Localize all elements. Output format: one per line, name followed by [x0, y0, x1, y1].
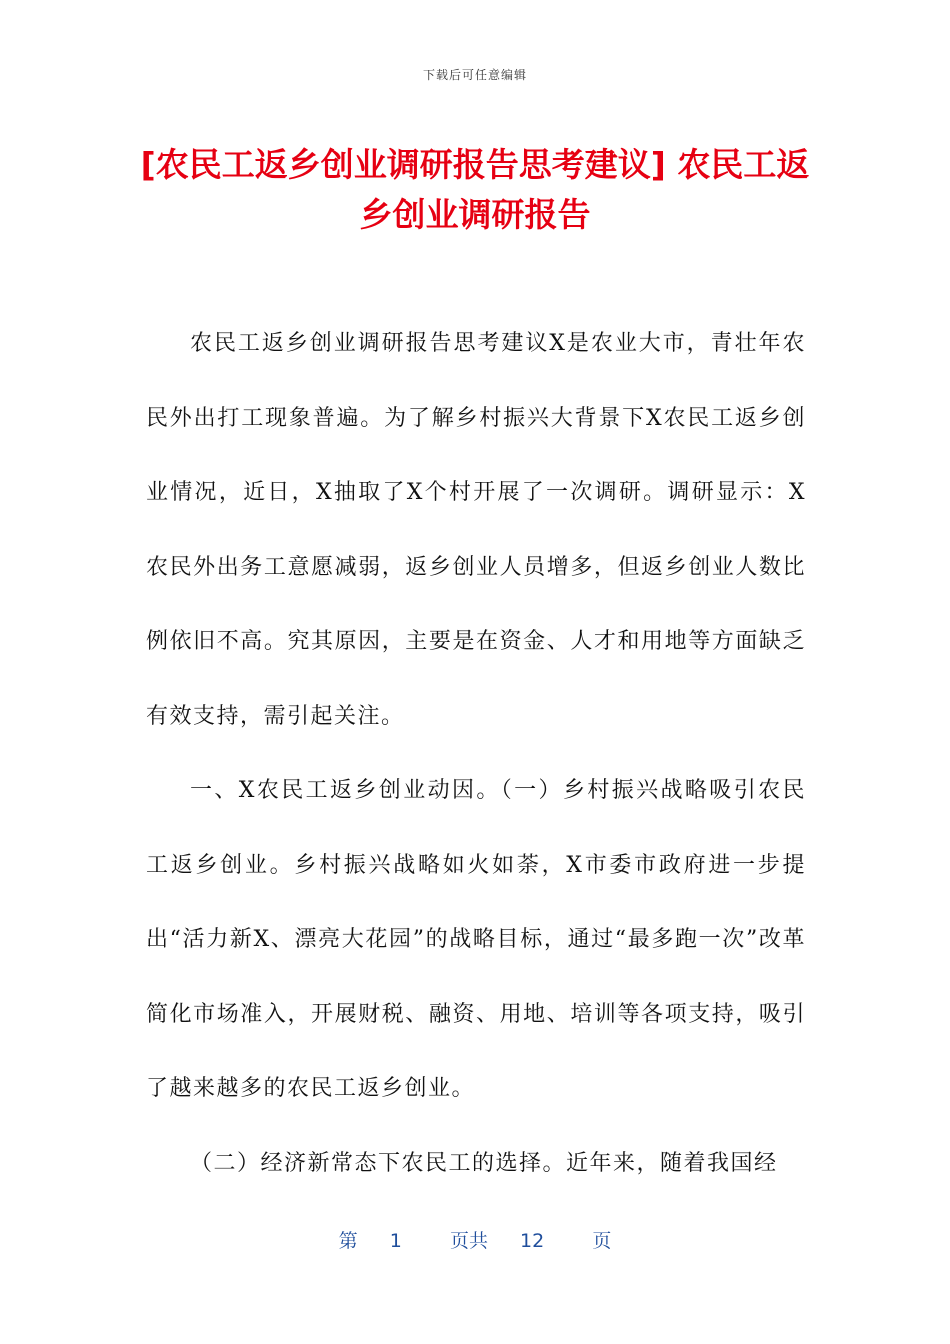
footer-page-number: 1	[389, 1230, 402, 1252]
paragraph-3: （二）经济新常态下农民工的选择。近年来，随着我国经	[190, 1150, 778, 1176]
paragraph-1: 农民工返乡创业调研报告思考建议X是农业大市，青壮年农民外出打工现象普遍。为了解乡村振兴大背景下X农民工返乡创业情况，近日，X抽取了X个村开展了一次调研。调研显示：X农民外出务工意愿减弱，返乡创业人员增多，但返乡创业人数比例依旧不高。究其原因，主要是在资金、人才和用地等方面缺乏有效支持，需引起关注。	[146, 331, 806, 729]
page-footer	[0, 1226, 950, 1253]
paragraph-2: 一、X农民工返乡创业动因。（一）乡村振兴战略吸引农民工返乡创业。乡村振兴战略如火如荼，X市委市政府进一步提出“活力新X、漂亮大花园”的战略目标，通过“最多跑一次”改革简化市场准入，开展财税、融资、用地、培训等各项支持，吸引了越来越多的农民工返乡创业。	[146, 778, 806, 1101]
footer-middle: 页共	[449, 1230, 488, 1252]
footer-total-pages: 12	[520, 1230, 545, 1252]
document-body	[146, 307, 806, 1201]
footer-suffix: 页	[592, 1230, 612, 1252]
header-note: 下载后可任意编辑	[422, 68, 527, 82]
document-title: [农民工返乡创业调研报告思考建议] 农民工返乡创业调研报告	[140, 145, 810, 234]
footer-prefix: 第	[338, 1230, 358, 1252]
